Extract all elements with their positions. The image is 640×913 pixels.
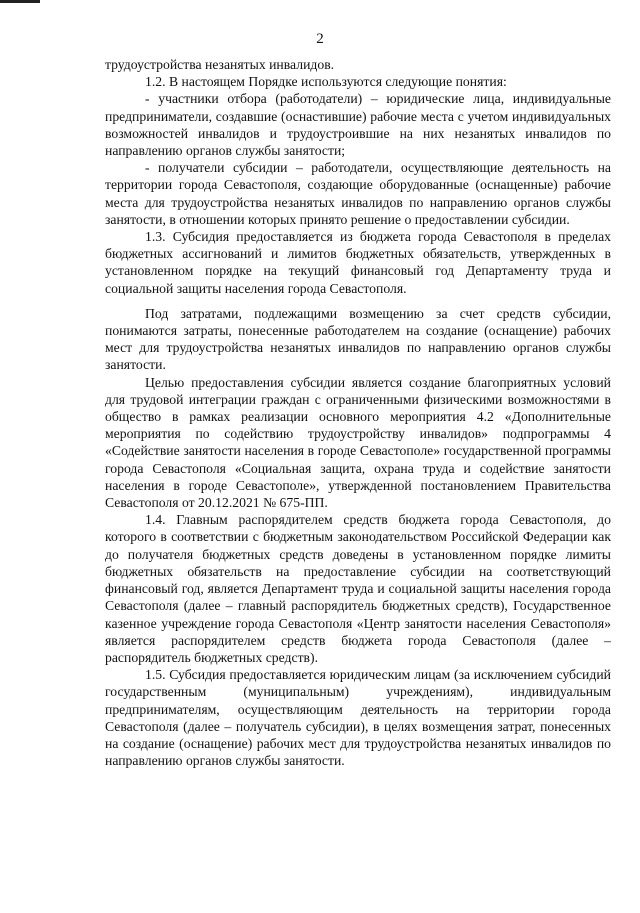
paragraph-purpose: Целью предоставления субсидии является создание благоприятных условий для трудовой интеграции граждан с ограниченными физическими возможностями в общество в рамках реализации основного мероприятия 4.2 «Дополнительные мероприятия по содействию трудоустройству инвалидов» подпрограммы 4 «Содействие занятости населения в городе Севастополе» государственной программы города Севастополя «Социальная защита, охрана труда и содействие занятости населения в городе Севастополе», утвержденной постановлением Правительства Севастополя от 20.12.2021 № 675-ПП. <box>105 374 611 511</box>
paragraph-continuation: трудоустройства незанятых инвалидов. <box>105 57 335 72</box>
paragraph-definition-recipients: - получатели субсидии – работодатели, осуществляющие деятельность на территории города Севастополя, создающие оборудованные (оснащенные) рабочие места для трудоустройства незанятых инвалидов по направлению органов службы занятости, в отношении которых принято решение о предоставлении субсидии. <box>105 160 611 227</box>
paragraph-definition-participants: - участники отбора (работодатели) – юридические лица, индивидуальные предприниматели, создавшие (оснастившие) рабочие места с учетом индивидуальных возможностей инвалидов и трудоустроившие на них незанятых инвалидов по направлению органов службы занятости; <box>105 91 611 159</box>
paragraph-costs: Под затратами, подлежащими возмещению за счет средств субсидии, понимаются затраты, понесенные работодателем на создание (оснащение) рабочих мест для трудоустройства незанятых инвалидов по направлению органов службы занятости. <box>105 305 611 373</box>
paragraph-1-4: 1.4. Главным распорядителем средств бюджета города Севастополя, до которого в соответствии с бюджетным законодательством Российской Федерации как до получателя бюджетных средств доведены в установленном порядке лимиты бюджетных обязательств на предоставление субсидии на соответствующий финансовый год, является Департамент труда и социальной защиты населения города Севастополя (далее – главный распорядитель бюджетных средств), Государственное казенное учреждение города Севастополя «Центр занятости населения Севастополя» является распорядителем средств бюджета города Севастополя (далее – распорядитель бюджетных средств). <box>105 512 611 665</box>
page-number: 2 <box>316 31 324 47</box>
scan-corner-mark <box>0 0 40 3</box>
paragraph-1-5: 1.5. Субсидия предоставляется юридическим лицам (за исключением субсидий государственным (муниципальным) учреждениям), индивидуальным предпринимателям, осуществляющим деятельность на территории города Севастополя (далее – получатель субсидии), в целях возмещения затрат, понесенных на создание (оснащение) рабочих мест для трудоустройства незанятых инвалидов по направлению органов службы занятости. <box>105 667 611 769</box>
paragraph-1-3: 1.3. Субсидия предоставляется из бюджета города Севастополя в пределах бюджетных ассигнований и лимитов бюджетных обязательств, утвержденных в установленном порядке на текущий финансовый год Департаменту труда и социальной защиты населения города Севастополя. <box>105 229 611 296</box>
paragraph-1-2: 1.2. В настоящем Порядке используются следующие понятия: <box>145 74 507 90</box>
document-body <box>105 56 611 769</box>
